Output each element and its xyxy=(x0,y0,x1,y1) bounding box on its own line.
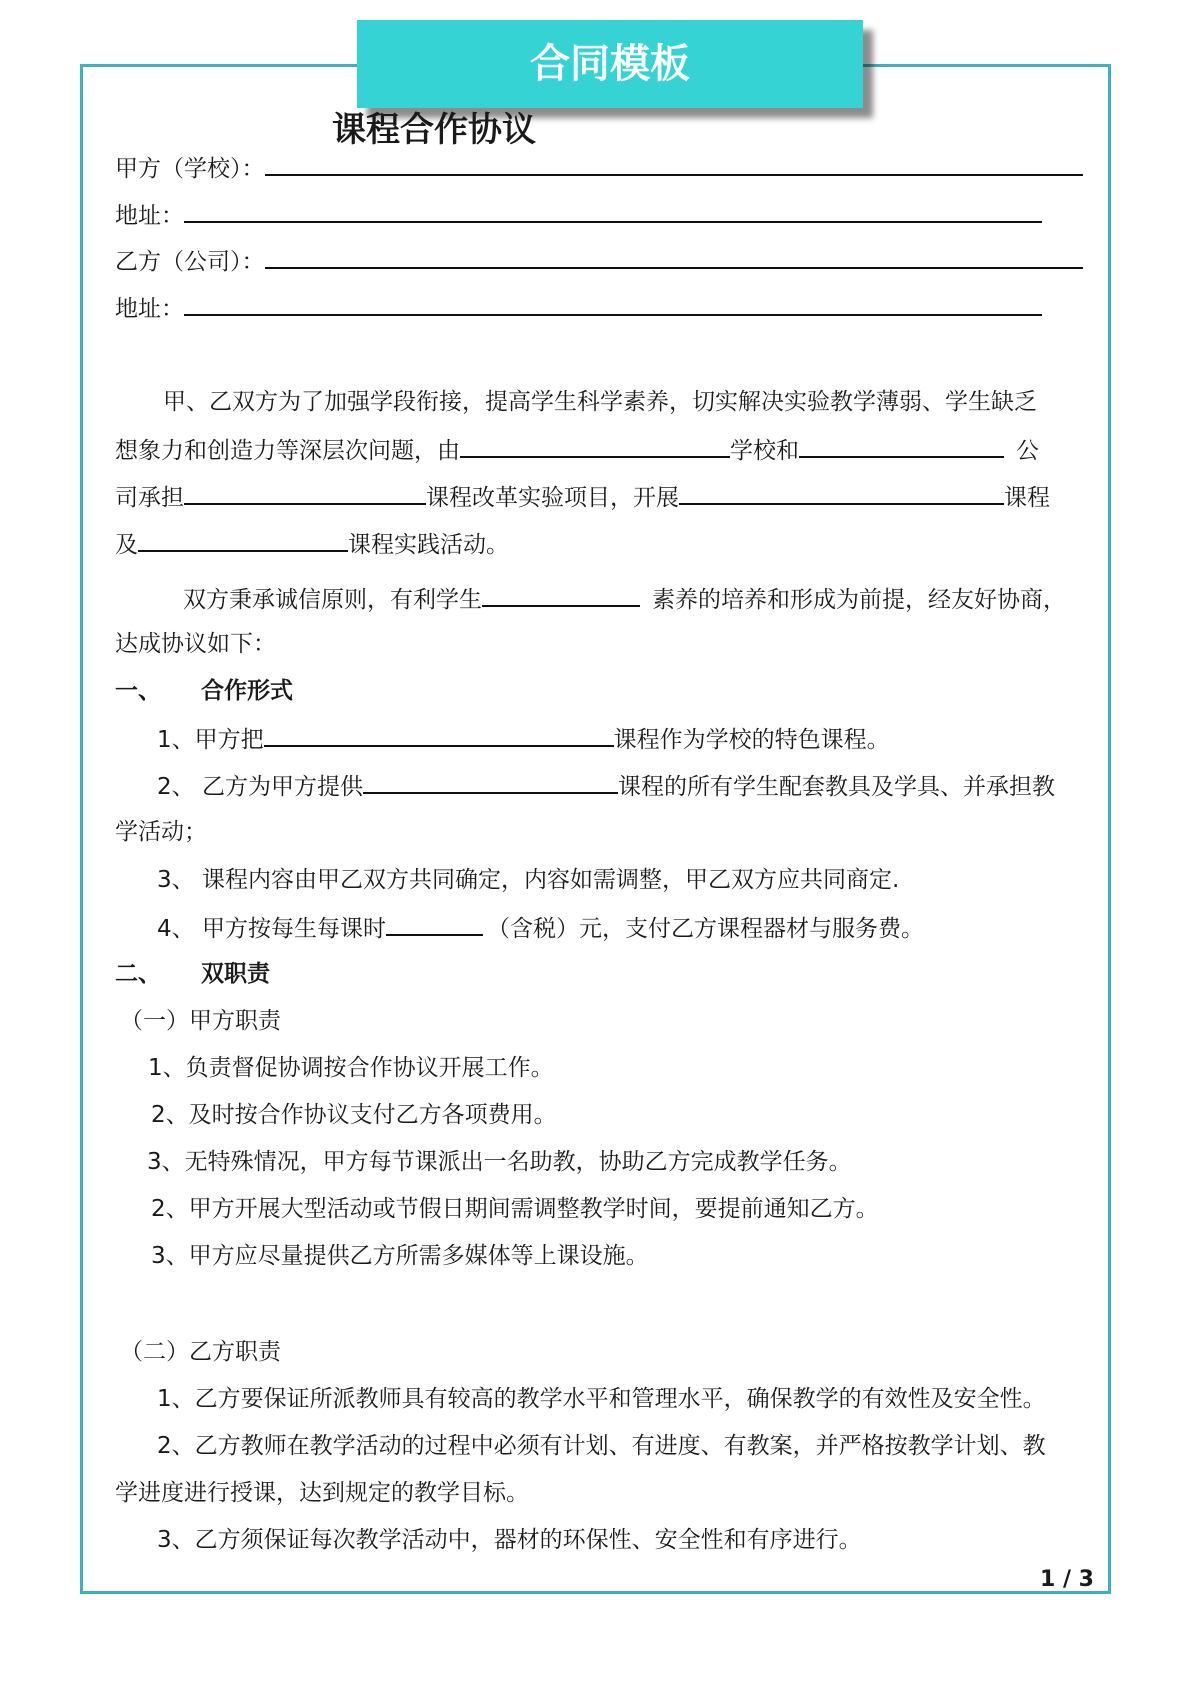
para1-line2 xyxy=(115,432,1039,468)
para1-text: 公 xyxy=(1016,438,1039,464)
literacy-blank[interactable] xyxy=(482,581,640,607)
para1-text: 及 xyxy=(115,532,138,558)
template-banner: 合同模板 xyxy=(357,20,863,108)
para1-text: 课程改革实验项目，开展 xyxy=(426,485,679,511)
party-a-duty-5: 3、甲方应尽量提供乙方所需多媒体等上课设施。 xyxy=(151,1243,649,1269)
party-b-field xyxy=(115,243,1083,279)
para1-line4 xyxy=(115,526,509,562)
address-label-2: 地址： xyxy=(115,296,184,322)
party-a-duty-2: 2、及时按合作协议支付乙方各项费用。 xyxy=(151,1102,557,1128)
school-blank[interactable] xyxy=(460,432,730,458)
para1-text: 课程实践活动。 xyxy=(348,532,509,558)
item-text: 课程的所有学生配套教具及学具、并承担教 xyxy=(617,774,1055,800)
course-blank[interactable] xyxy=(679,479,1004,505)
party-b-duty-2: 2、乙方教师在教学活动的过程中必须有计划、有进度、有教案，并严格按教学计划、教 xyxy=(157,1433,1046,1459)
practice-blank[interactable] xyxy=(138,526,348,552)
section2-heading xyxy=(115,957,270,991)
section1-item3: 3、 课程内容由甲乙双方共同确定，内容如需调整，甲乙双方应共同商定. xyxy=(157,867,900,893)
address-blank-2[interactable] xyxy=(184,290,1042,316)
para1-line3 xyxy=(115,479,1050,515)
address-label-1: 地址： xyxy=(115,203,184,229)
item-text: 2、 乙方为甲方提供 xyxy=(157,774,363,800)
section2-number: 二、 xyxy=(115,961,161,987)
provided-course-blank[interactable] xyxy=(363,768,618,794)
para1-text: 课程 xyxy=(1004,485,1050,511)
item-text: 课程作为学校的特色课程。 xyxy=(613,727,890,753)
document-title: 课程合作协议 xyxy=(332,110,536,150)
para2-line2: 达成协议如下： xyxy=(115,631,276,657)
section1-item2 xyxy=(157,768,1055,804)
party-b-duty-3: 3、乙方须保证每次教学活动中，器材的环保性、安全性和有序进行。 xyxy=(157,1527,862,1553)
para2-text: 双方秉承诚信原则，有利学生 xyxy=(183,587,482,613)
party-a-blank[interactable] xyxy=(265,150,1083,176)
section1-item2-cont: 学活动； xyxy=(115,819,207,845)
section2-title: 双职责 xyxy=(201,961,270,987)
section1-title: 合作形式 xyxy=(201,678,293,704)
party-b-blank[interactable] xyxy=(265,243,1083,269)
party-b-label: 乙方（公司）： xyxy=(115,249,265,275)
party-b-duty-1: 1、乙方要保证所派教师具有较高的教学水平和管理水平，确保教学的有效性及安全性。 xyxy=(157,1386,1046,1412)
party-a-duty-1: 1、负责督促协调按合作协议开展工作。 xyxy=(148,1055,554,1081)
party-a-label: 甲方（学校）： xyxy=(115,156,265,182)
party-a-duty-3: 3、无特殊情况，甲方每节课派出一名助教，协助乙方完成教学任务。 xyxy=(147,1149,852,1175)
item-text: 4、 甲方按每生每课时 xyxy=(157,916,386,942)
address-blank-1[interactable] xyxy=(184,197,1042,223)
para1-text: 学校和 xyxy=(730,438,799,464)
section1-heading xyxy=(115,674,293,708)
section1-number: 一、 xyxy=(115,678,161,704)
party-a-duty-4: 2、甲方开展大型活动或节假日期间需调整教学时间，要提前通知乙方。 xyxy=(151,1196,879,1222)
company-blank[interactable] xyxy=(799,432,1004,458)
section1-item4 xyxy=(157,910,924,946)
para1-text: 想象力和创造力等深层次问题，由 xyxy=(115,438,460,464)
fee-blank[interactable] xyxy=(386,910,483,936)
para2-line1 xyxy=(183,581,1066,617)
para1-line1: 甲、乙双方为了加强学段衔接，提高学生科学素养，切实解决实验教学薄弱、学生缺乏 xyxy=(163,389,1037,415)
project-blank[interactable] xyxy=(184,479,426,505)
party-b-duty-2-cont: 学进度进行授课，达到规定的教学目标。 xyxy=(115,1480,529,1506)
party-b-duties-heading: （二）乙方职责 xyxy=(120,1339,281,1365)
address-field-2 xyxy=(115,290,1042,326)
page-number: 1 / 3 xyxy=(1040,1567,1094,1592)
para1-text: 司承担 xyxy=(115,485,184,511)
party-a-duties-heading: （一）甲方职责 xyxy=(120,1008,281,1034)
address-field-1 xyxy=(115,197,1042,233)
featured-course-blank[interactable] xyxy=(264,721,614,747)
item-text: （含税）元，支付乙方课程器材与服务费。 xyxy=(486,916,924,942)
para2-text: 素养的培养和形成为前提，经友好协商， xyxy=(652,587,1066,613)
section1-item1 xyxy=(157,721,890,757)
party-a-field xyxy=(115,150,1083,186)
item-text: 1、甲方把 xyxy=(157,727,264,753)
